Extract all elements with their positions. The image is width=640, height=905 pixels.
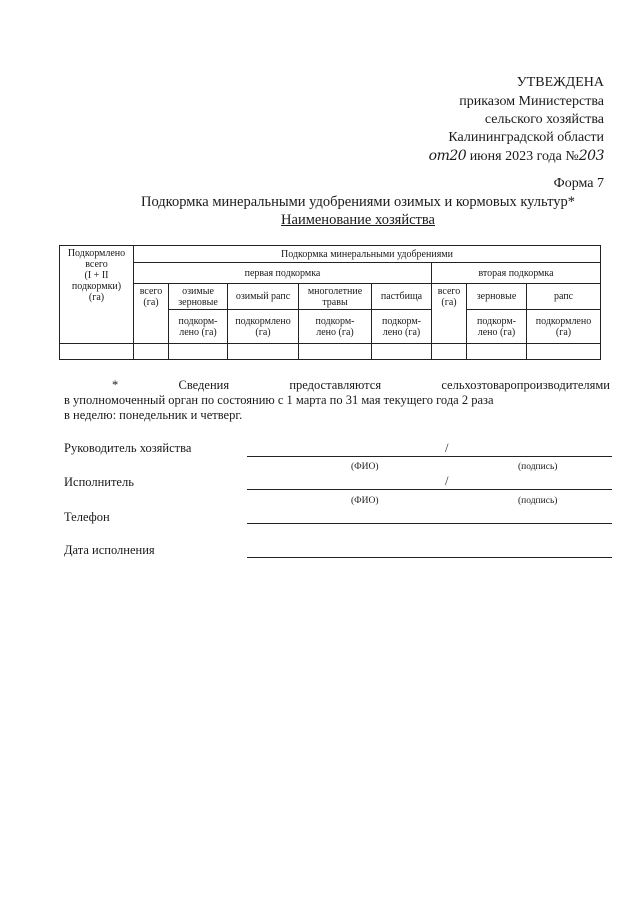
approval-title: УТВЕЖДЕНА [516,75,604,90]
form-title: Подкормка минеральными удобрениями озимых и кормовых культур* [140,194,575,210]
mineral-fertilizer-header: Подкормка минеральными удобрениями [281,248,453,260]
second-total-header: всего (га) [437,286,461,308]
first-dressing-header: первая подкормка [244,267,321,279]
first-total-header: всего (га) [139,286,163,308]
phone-line[interactable] [247,523,612,524]
executor-slash: / [445,474,449,488]
footnote-line-2: в уполномоченный орган по состоянию с 1 марта по 31 мая текущего года 2 раза [64,393,494,407]
second-rapeseed-unit: подкормлено (га) [535,315,592,338]
total-fed-header: Подкормлено всего (I + II подкормки) (га) [67,248,126,303]
head-fio-hint: (ФИО) [351,462,379,472]
footnote-word-3: сельхозтоваропроизводителями [441,378,610,392]
executor-signature-hint: (подпись) [518,496,558,506]
executor-fio-hint: (ФИО) [351,496,379,506]
first-winter-grain-header: озимые зерновые [178,285,218,308]
approval-line-1: приказом Министерства [459,94,604,109]
approval-date-text: июня 2023 года № [466,149,579,164]
completion-date-label: Дата исполнения [64,543,155,557]
first-perennial-grass-header: многолетние травы [307,285,363,308]
head-of-farm-label: Руководитель хозяйства [64,441,192,455]
second-grain-header: зерновые [476,291,517,302]
empty-data-row[interactable] [60,344,600,359]
head-signature-hint: (подпись) [518,462,558,472]
approval-date-line [429,147,604,166]
handwritten-date-day: 20 [449,148,467,164]
footnote-line-1 [64,378,610,393]
first-winter-rapeseed-unit: подкормлено (га) [235,315,291,338]
head-of-farm-slash: / [445,441,449,455]
first-winter-grain-unit: подкорм- лено (га) [178,315,218,338]
first-perennial-grass-unit: подкорм- лено (га) [315,315,355,338]
farm-name-heading: Наименование хозяйства [281,212,435,228]
phone-label: Телефон [64,510,110,524]
approval-line-2: сельского хозяйства [484,112,604,127]
form-number: Форма 7 [553,176,604,191]
handwritten-order-number: 203 [578,148,604,164]
head-of-farm-line[interactable] [247,456,612,457]
dressing-table [59,245,601,360]
footnote [64,378,610,423]
handwritten-date-prefix: от [428,148,450,164]
footnote-star: * [112,378,119,392]
second-grain-unit: подкорм- лено (га) [476,315,516,338]
footnote-word-2: предоставляются [289,378,382,392]
footnote-line-3: в неделю: понедельник и четверг. [64,408,243,422]
executor-line[interactable] [247,489,612,490]
second-dressing-header: вторая подкормка [478,267,554,279]
approval-line-3: Калининградской области [448,130,604,145]
first-winter-rapeseed-header: озимый рапс [235,291,291,302]
footnote-word-1: Сведения [178,378,230,392]
first-pasture-header: пастбища [380,291,423,302]
executor-label: Исполнитель [64,475,134,489]
second-rapeseed-header: рапс [553,291,574,302]
approval-block [429,74,604,166]
completion-date-line[interactable] [247,557,612,558]
first-pasture-unit: подкорм- лено (га) [381,315,421,338]
